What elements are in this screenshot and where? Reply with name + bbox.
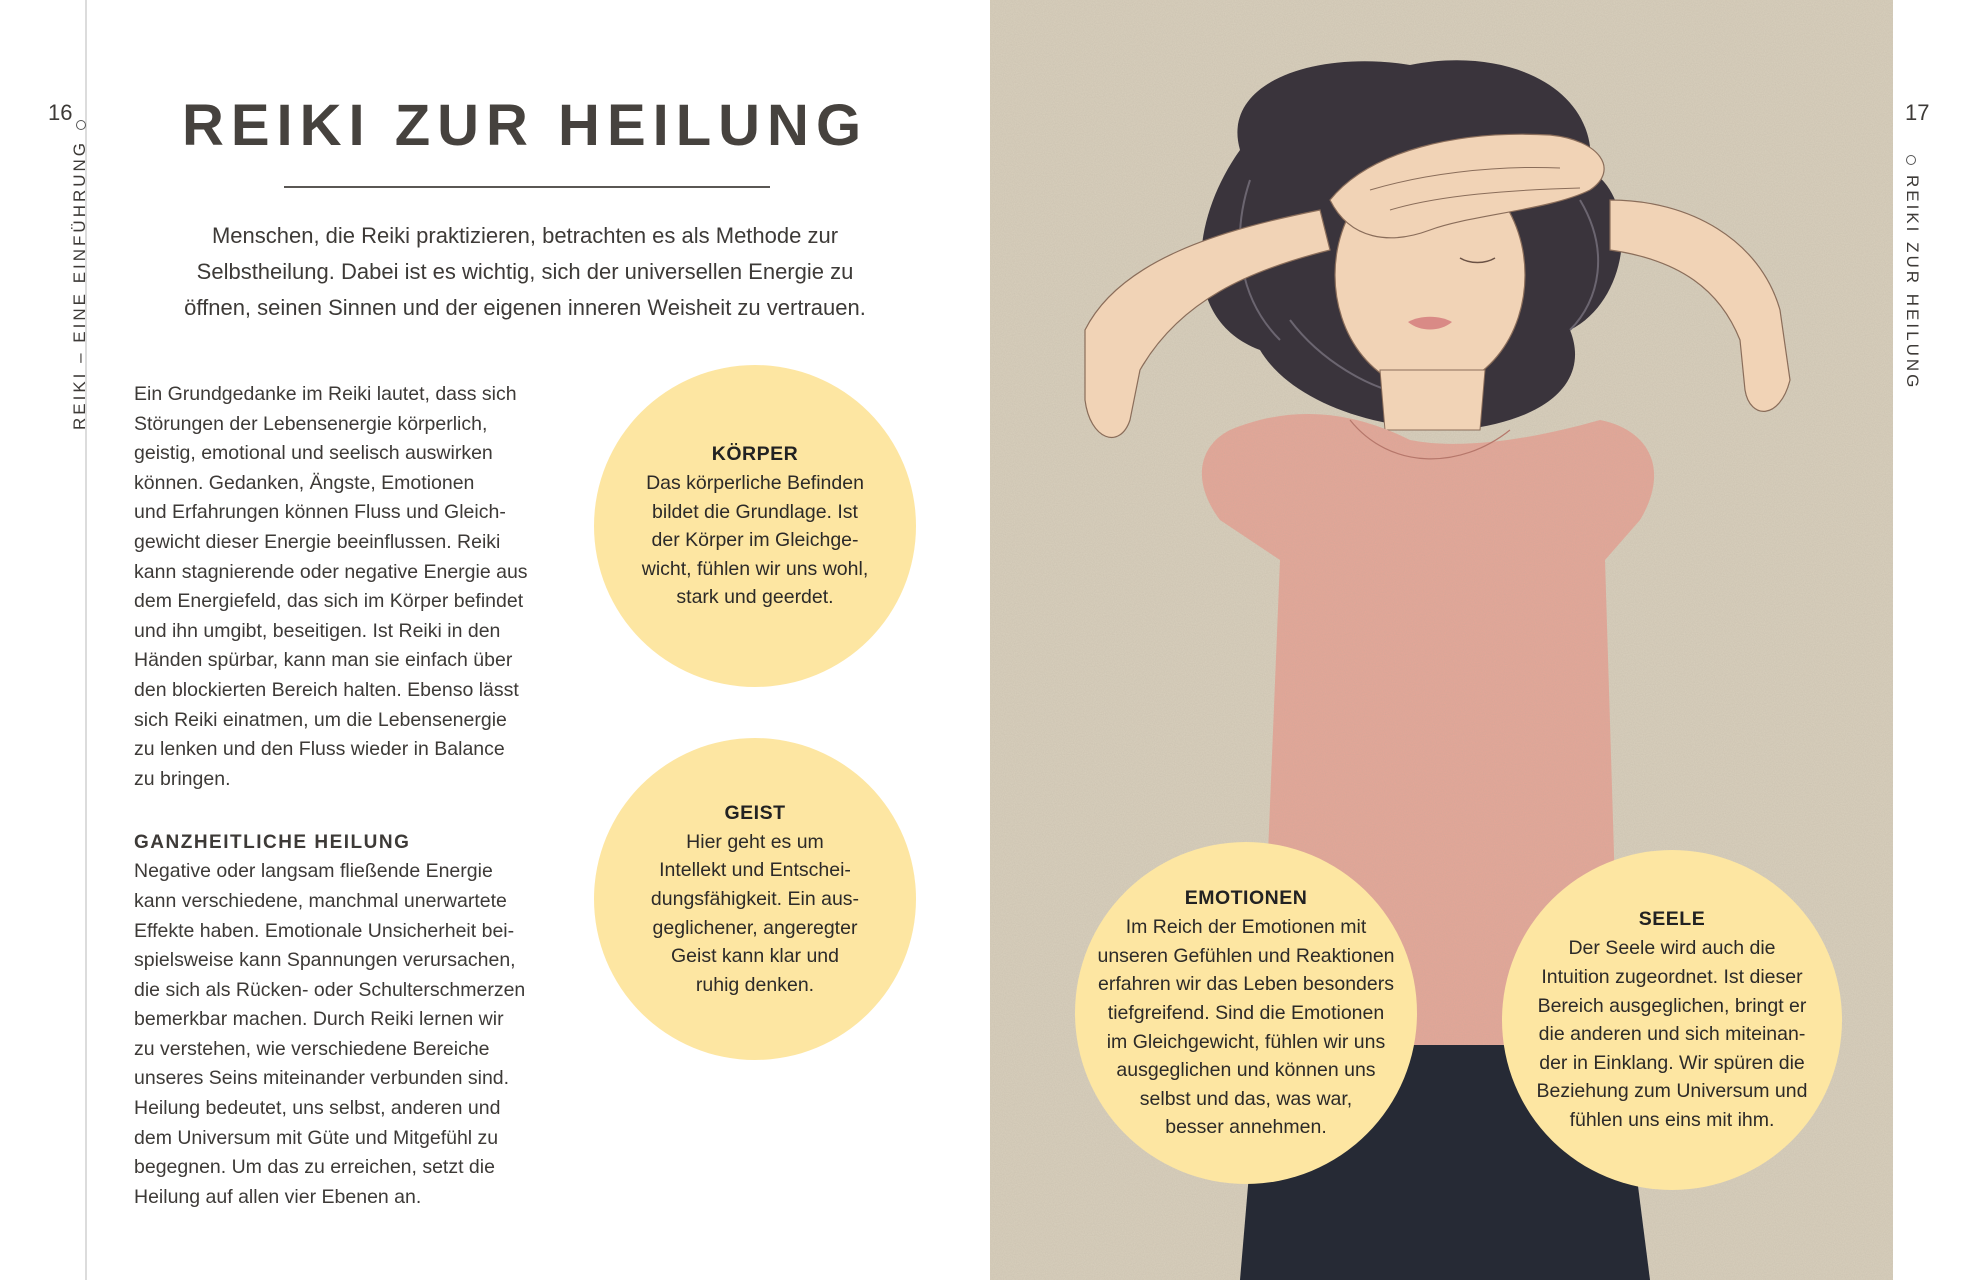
circle-line: Intuition zugeordnet. Ist dieser xyxy=(1541,966,1803,989)
title-divider xyxy=(284,186,770,188)
body-line: Störungen der Lebensenergie körperlich, xyxy=(134,412,488,435)
circle-seele xyxy=(1502,850,1842,1190)
circle-line: der in Einklang. Wir spüren die xyxy=(1539,1051,1805,1074)
circle-geist-text xyxy=(651,828,859,1000)
circle-line: erfahren wir das Leben besonders xyxy=(1098,973,1394,996)
page-number-right: 17 xyxy=(1905,100,1930,125)
body-line: können. Gedanken, Ängste, Emotionen xyxy=(134,471,475,494)
body-line: kann verschiedene, manchmal unerwartete xyxy=(134,889,507,912)
circle-line: ausgeglichen und können uns xyxy=(1116,1059,1376,1082)
circle-line: Im Reich der Emotionen mit xyxy=(1125,916,1367,939)
intro-line: Selbstheilung. Dabei ist es wichtig, sich der universellen Energie zu xyxy=(196,259,854,284)
body-paragraph-1 xyxy=(134,380,554,794)
body-line: und ihn umgibt, beseitigen. Ist Reiki in den xyxy=(134,619,501,642)
circle-seele-title: SEELE xyxy=(1638,908,1706,931)
circle-line: stark und geerdet. xyxy=(676,586,834,609)
circle-line: die anderen und sich miteinan- xyxy=(1538,1023,1806,1046)
body-line: dem Universum mit Güte und Mitgefühl zu xyxy=(134,1126,499,1149)
circle-line: der Körper im Gleichge- xyxy=(651,529,859,552)
circle-line: wicht, fühlen wir uns wohl, xyxy=(641,557,869,580)
subheading: GANZHEITLICHE HEILUNG xyxy=(134,832,411,854)
circle-ornament-icon xyxy=(1906,155,1916,165)
circle-line: Der Seele wird auch die xyxy=(1568,937,1776,960)
circle-line: selbst und das, was war, xyxy=(1139,1087,1353,1110)
body-line: begegnen. Um das zu erreichen, setzt die xyxy=(134,1156,495,1179)
page-number-left: 16 xyxy=(48,100,73,125)
running-header-right xyxy=(1902,145,1922,390)
circle-line: Bereich ausgeglichen, bringt er xyxy=(1537,994,1807,1017)
body-line: zu bringen. xyxy=(134,767,231,790)
circle-koerper-title: KÖRPER xyxy=(711,443,799,466)
body-line: zu lenken und den Fluss wieder in Balance xyxy=(134,738,505,761)
page-title: REIKI ZUR HEILUNG xyxy=(181,93,869,158)
body-column xyxy=(134,380,554,1212)
body-line: spielsweise kann Spannungen verursachen, xyxy=(134,949,516,972)
body-line: Effekte haben. Emotionale Unsicherheit bei- xyxy=(134,919,515,942)
body-line: Händen spürbar, kann man sie einfach über xyxy=(134,649,513,672)
body-line: bemerkbar machen. Durch Reiki lernen wir xyxy=(134,1008,504,1031)
circle-line: ruhig denken. xyxy=(695,973,815,996)
intro-paragraph xyxy=(150,218,900,326)
running-header-right-text: REIKI ZUR HEILUNG xyxy=(1903,175,1922,391)
circle-seele-text xyxy=(1537,934,1808,1134)
body-line: Heilung bedeutet, uns selbst, anderen und xyxy=(134,1097,501,1120)
body-line: dem Energiefeld, das sich im Körper befindet xyxy=(134,590,524,613)
circle-geist-title: GEIST xyxy=(724,801,786,824)
body-line: geistig, emotional und seelisch auswirken xyxy=(134,442,493,465)
circle-koerper-text xyxy=(642,469,869,612)
body-line: und Erfahrungen können Fluss und Gleich- xyxy=(134,501,506,524)
circle-line: dungsfähigkeit. Ein aus- xyxy=(650,887,860,910)
body-paragraph-2 xyxy=(134,857,554,1212)
circle-line: bildet die Grundlage. Ist xyxy=(652,500,858,523)
circle-line: unseren Gefühlen und Reaktionen xyxy=(1097,944,1395,967)
running-header-left xyxy=(70,110,90,430)
circle-line: tiefgreifend. Sind die Emotionen xyxy=(1107,1001,1385,1024)
circle-emotionen-text xyxy=(1097,913,1394,1142)
circle-emotionen xyxy=(1075,842,1417,1184)
circle-line: im Gleichgewicht, fühlen wir uns xyxy=(1106,1030,1386,1053)
circle-line: Hier geht es um xyxy=(686,830,824,853)
circle-line: Intellekt und Entschei- xyxy=(659,859,851,882)
body-line: den blockierten Bereich halten. Ebenso lässt xyxy=(134,678,519,701)
circle-ornament-icon xyxy=(76,120,86,130)
body-line: unseres Seins miteinander verbunden sind. xyxy=(134,1067,510,1090)
circle-line: Beziehung zum Universum und xyxy=(1536,1080,1808,1103)
body-line: Heilung auf allen vier Ebenen an. xyxy=(134,1185,422,1208)
body-line: gewicht dieser Energie beeinflussen. Reiki xyxy=(134,530,501,553)
body-line: Ein Grundgedanke im Reiki lautet, dass sich xyxy=(134,383,517,405)
circle-emotionen-title: EMOTIONEN xyxy=(1184,887,1308,910)
body-line: kann stagnierende oder negative Energie aus xyxy=(134,560,528,583)
circle-line: geglichener, angeregter xyxy=(652,916,858,939)
intro-line: Menschen, die Reiki praktizieren, betrachten es als Methode zur xyxy=(211,223,839,248)
intro-line: öffnen, seinen Sinnen und der eigenen inneren Weisheit zu vertrauen. xyxy=(184,295,866,320)
circle-line: besser annehmen. xyxy=(1165,1116,1327,1139)
circle-line: Das körperliche Befinden xyxy=(646,472,864,495)
circle-line: Geist kann klar und xyxy=(670,945,839,968)
body-line: die sich als Rücken- oder Schulterschmerzen xyxy=(134,978,526,1001)
circle-geist xyxy=(594,738,916,1060)
body-line: sich Reiki einatmen, um die Lebensenergie xyxy=(134,708,507,731)
circle-line: fühlen uns eins mit ihm. xyxy=(1569,1108,1775,1131)
body-line: zu verstehen, wie verschiedene Bereiche xyxy=(134,1037,490,1060)
circle-koerper xyxy=(594,365,916,687)
body-line: Negative oder langsam fließende Energie xyxy=(134,860,493,883)
running-header-left-text: REIKI – EINE EINFÜHRUNG xyxy=(70,139,89,430)
